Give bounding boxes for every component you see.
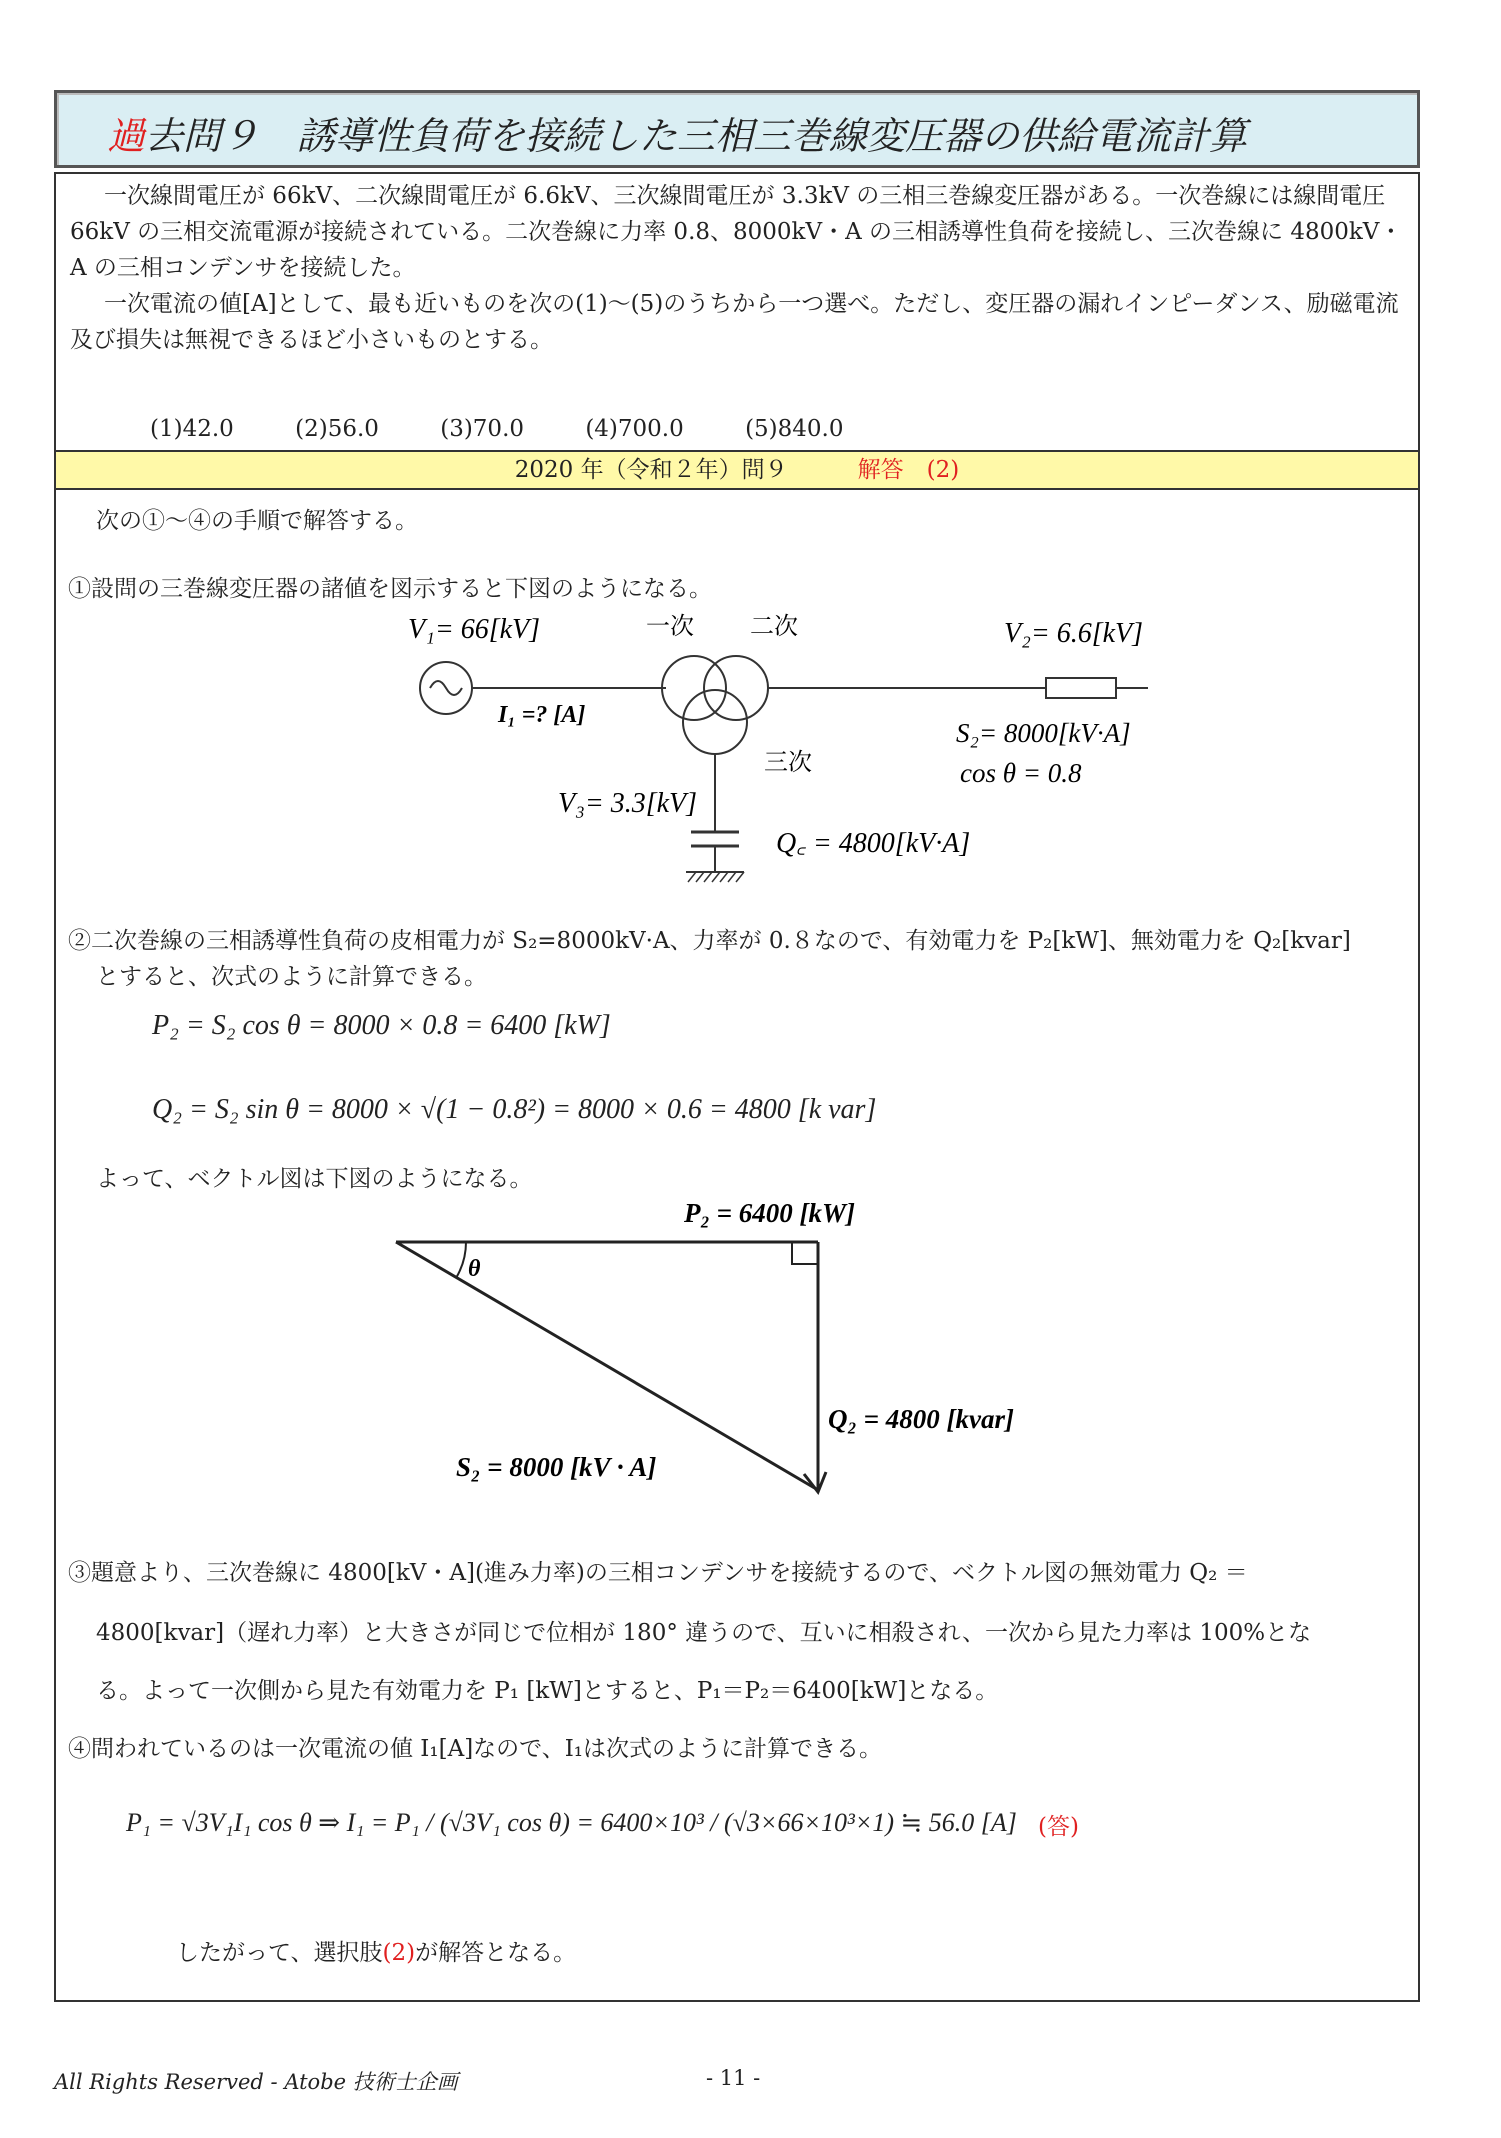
page-title (107, 105, 1247, 160)
choice-3: (3)70.0 (440, 416, 525, 442)
answer-mark: (答) (1038, 1814, 1079, 1840)
transformer-diagram (336, 610, 1196, 910)
question-para-2: 一次電流の値[A]として、最も近いものを次の(1)～(5)のうちから一つ選べ。ただし、変圧器の漏れインピーダンス、励磁電流及び損失は無視できるほど小さいものとする。 (70, 291, 1399, 353)
equation-i1: P₁ = √3V₁I₁ cos θ ⇒ I₁ = P₁ / (√3V₁ cos θ) = 6400×10³ / (√3×66×10³×1) ≒ 56.0 [A] (126, 1808, 1017, 1837)
solution-intro: 次の①～④の手順で解答する。 (96, 508, 418, 534)
right-angle-mark (792, 1242, 818, 1264)
load-resistor (1046, 678, 1116, 698)
answer-bar (54, 450, 1420, 490)
equation-p2: P₂ = S₂ cos θ = 8000 × 0.8 = 6400 [kW] (152, 1010, 611, 1041)
conclusion-pre: したがって、選択肢 (176, 1940, 383, 1966)
vector-diagram (356, 1190, 1015, 1510)
theta-arc (456, 1242, 466, 1278)
ground-hatch (688, 872, 744, 882)
label-primary: 一次 (646, 614, 694, 640)
choice-1: (1)42.0 (150, 416, 234, 442)
title-rest: 去問９ 誘導性負荷を接続した三相三巻線変圧器の供給電流計算 (145, 114, 1248, 158)
answer-label: 解答 (2) (857, 457, 960, 483)
step-3b: 4800[kvar]（遅れ力率）と大きさが同じで位相が 180° 違うので、互いに相殺され、一次から見た力率は 100%とな (96, 1620, 1312, 1646)
step-1: ①設問の三巻線変圧器の諸値を図示すると下図のようになる。 (68, 576, 712, 602)
label-secondary: 二次 (750, 614, 798, 640)
question-box (54, 172, 1420, 450)
step-3a: ③題意より、三次巻線に 4800[kV・A](進み力率)の三相コンデンサを接続するので、ベクトル図の無効電力 Q₂ ＝ (68, 1560, 1248, 1586)
label-tertiary: 三次 (764, 750, 812, 776)
step-2a: ②二次巻線の三相誘導性負荷の皮相電力が S₂=8000kV·A、力率が 0.８なので、有効電力を P₂[kW]、無効電力を Q₂[kvar] (68, 928, 1351, 954)
choice-2: (2)56.0 (295, 416, 379, 442)
label-theta: θ (468, 1256, 481, 1282)
footer-rights: All Rights Reserved - Atobe 技術士企画 (54, 2070, 458, 2094)
title-prefix: 過 (107, 114, 146, 158)
equation-q2: Q₂ = S₂ sin θ = 8000 × √(1 − 0.8²) = 8000 × 0.6 = 4800 [k var] (152, 1094, 877, 1125)
label-s2: S₂= 8000[kV·A] (956, 718, 1131, 748)
choices (150, 416, 898, 442)
label-v1: V₁= 66[kV] (408, 614, 541, 645)
conclusion-choice: (2) (382, 1940, 416, 1966)
label-i1: I₁ =? [A] (498, 702, 586, 728)
sine-wave (430, 681, 462, 695)
label-s2-vector: S₂ = 8000 [kV · A] (456, 1452, 657, 1482)
page-number: - 11 - (706, 2066, 761, 2090)
label-q2: Q₂ = 4800 [kvar] (828, 1404, 1015, 1434)
step-4: ④問われているのは一次電流の値 I₁[A]なので、I₁は次式のように計算できる。 (68, 1736, 883, 1762)
title-box (54, 90, 1420, 168)
label-qc: Q꜀ = 4800[kV·A] (776, 828, 971, 859)
choice-5: (5)840.0 (745, 416, 844, 442)
primary-winding (662, 656, 726, 720)
question-para-1: 一次線間電圧が 66kV、二次線間電圧が 6.6kV、三次線間電圧が 3.3kV の三相三巻線変圧器がある。一次巻線には線間電圧 66kV の三相交流電源が接続されている。二次巻線に力率 0.8、8000kV・A の三相誘導性負荷を接続し、三次巻線に 4800kV・A の三相コンデンサを接続した。 (70, 183, 1403, 281)
choice-4: (4)700.0 (585, 416, 684, 442)
tertiary-winding (683, 690, 747, 754)
vector-intro: よって、ベクトル図は下図のようになる。 (96, 1166, 533, 1192)
conclusion-post: が解答となる。 (415, 1940, 577, 1966)
label-v3: V₃= 3.3[kV] (558, 788, 698, 819)
answer-source: 2020 年（令和２年）問９ (514, 457, 788, 483)
step-3c: る。よって一次側から見た有効電力を P₁ [kW]とすると、P₁＝P₂＝6400[kW]となる。 (96, 1678, 999, 1704)
label-p2: P₂ = 6400 [kW] (684, 1198, 856, 1228)
solution-box (54, 490, 1420, 2002)
step-2b: とすると、次式のように計算できる。 (96, 964, 487, 990)
secondary-winding (704, 656, 768, 720)
label-v2: V₂= 6.6[kV] (1004, 618, 1144, 649)
label-cos: cos θ = 0.8 (960, 758, 1082, 788)
conclusion (176, 1934, 576, 1967)
